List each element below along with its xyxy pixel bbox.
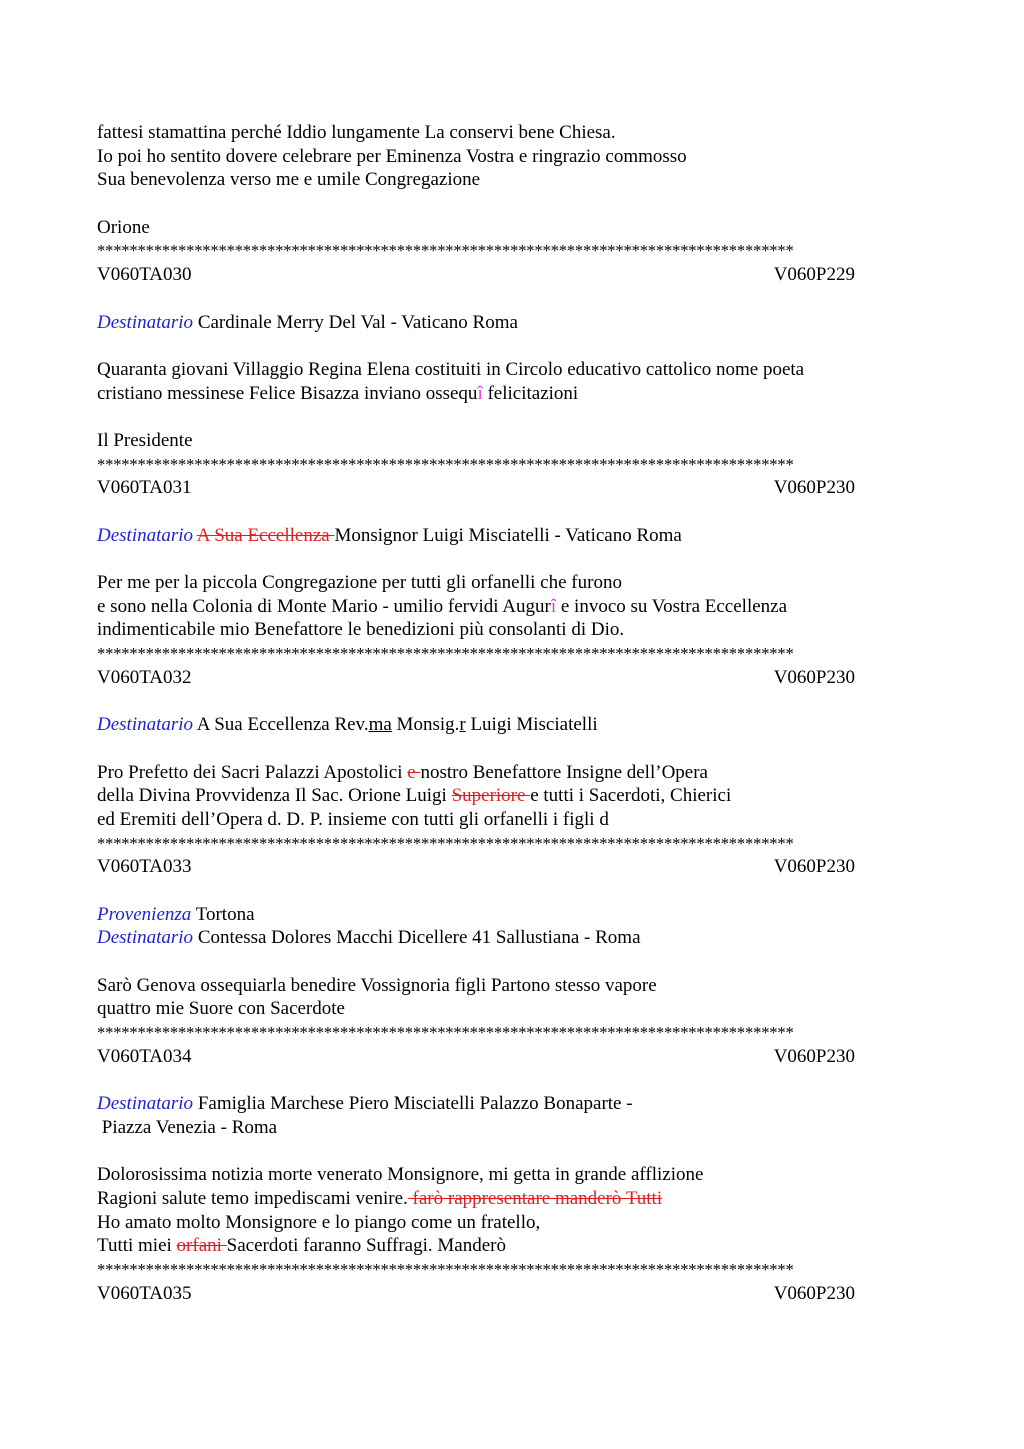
body-line: Quaranta giovani Villaggio Regina Elena costituiti in Circolo educativo cattolico nome poeta (97, 358, 805, 380)
field-label: Destinatario (97, 1093, 194, 1115)
separator: ************************************************************************************** (97, 454, 794, 474)
intro-line: Io poi ho sentito dovere celebrare per Eminenza Vostra e ringrazio commosso (97, 145, 687, 167)
entry-header (97, 263, 855, 287)
document-page (97, 121, 927, 1305)
entry-code: V060TA031 (97, 477, 192, 499)
entry-header (97, 476, 855, 500)
page-ref: V060P230 (773, 477, 855, 499)
field-label: Destinatario (97, 524, 194, 546)
entry-header (97, 1045, 855, 1069)
body-line: Tutti miei orfani Sacerdoti faranno Suffragi. Manderò (97, 1235, 506, 1257)
entry-code: V060TA034 (97, 1045, 192, 1067)
body-line: quattro mie Suore con Sacerdote (97, 998, 345, 1020)
body-line: Per me per la piccola Congregazione per tutti gli orfanelli che furono (97, 572, 622, 594)
entry-code: V060TA030 (97, 264, 192, 286)
body-line: e sono nella Colonia di Monte Mario - umilio fervidi Augurî e invoco su Vostra Eccellenza (97, 595, 788, 617)
deleted-text: farò rappresentare manderò Tutti (407, 1187, 663, 1209)
recipient: Contessa Dolores Macchi Dicellere 41 Sallustiana - Roma (197, 927, 641, 949)
field-label: Destinatario (97, 311, 194, 333)
field-label: Destinatario (97, 714, 194, 736)
page-ref: V060P229 (773, 264, 855, 286)
recipient: Monsignor Luigi Misciatelli - Vaticano Roma (334, 524, 682, 546)
entry-code: V060TA032 (97, 666, 192, 688)
page-ref: V060P230 (773, 666, 855, 688)
body-line: cristiano messinese Felice Bisazza inviano ossequî felicitazioni (97, 382, 579, 404)
deleted-text: A Sua Eccellenza (196, 524, 335, 546)
recipient: Cardinale Merry Del Val - Vaticano Roma (197, 311, 518, 333)
origin: Tortona (195, 903, 255, 925)
recipient-line: Destinatario A Sua Eccellenza Rev.ma Monsig.r Luigi Misciatelli (97, 714, 598, 736)
field-label: Provenienza (97, 903, 192, 925)
field-label: Destinatario (97, 927, 194, 949)
recipient-line (97, 1092, 927, 1116)
page-ref: V060P230 (773, 856, 855, 878)
recipient-line (97, 311, 927, 335)
recipient-line (97, 926, 927, 950)
body-line: indimenticabile mio Benefattore le benedizioni più consolanti di Dio. (97, 619, 625, 641)
deleted-text: Superiore (451, 785, 531, 807)
underlined-abbrev: ma (368, 714, 392, 736)
body-line: Ragioni salute temo impediscami venire. farò rappresentare manderò Tutti (97, 1187, 663, 1209)
entry-header (97, 1282, 855, 1306)
recipient-line (97, 524, 927, 548)
body-line: Ho amato molto Monsignore e lo piango come un fratello, (97, 1211, 541, 1233)
page-ref: V060P230 (773, 1045, 855, 1067)
entry-code: V060TA035 (97, 1282, 192, 1304)
accent-mark: î (477, 382, 483, 404)
intro-line: fattesi stamattina perché Iddio lungamente La conservi bene Chiesa. (97, 122, 616, 143)
separator: ************************************************************************************** (97, 241, 794, 261)
body-line: Dolorosissima notizia morte venerato Monsignore, mi getta in grande afflizione (97, 1164, 704, 1186)
origin-line (97, 903, 927, 927)
page-ref: V060P230 (773, 1282, 855, 1304)
body-line: Sarò Genova ossequiarla benedire Vossignoria figli Partono stesso vapore (97, 974, 657, 996)
accent-mark: î (550, 595, 557, 617)
signature: Orione (97, 216, 150, 238)
separator: ************************************************************************************** (97, 833, 794, 853)
deleted-text: e (407, 761, 421, 783)
body-line: ed Eremiti dell’Opera d. D. P. insieme con tutti gli orfanelli i figli d (97, 808, 609, 830)
recipient-line: Piazza Venezia - Roma (97, 1116, 278, 1138)
separator: ************************************************************************************** (97, 1023, 794, 1043)
separator: ************************************************************************************** (97, 644, 794, 664)
entry-header (97, 666, 855, 690)
deleted-text: orfani (176, 1235, 227, 1257)
underlined-abbrev: r (459, 714, 466, 736)
signature: Il Presidente (97, 429, 193, 451)
recipient: Famiglia Marchese Piero Misciatelli Palazzo Bonaparte - (197, 1093, 633, 1115)
intro-line: Sua benevolenza verso me e umile Congregazione (97, 169, 481, 191)
body-line: Pro Prefetto dei Sacri Palazzi Apostolici e nostro Benefattore Insigne dell’Opera (97, 761, 708, 783)
body-line: della Divina Provvidenza Il Sac. Orione Luigi Superiore e tutti i Sacerdoti, Chierici (97, 785, 732, 807)
entry-code: V060TA033 (97, 856, 192, 878)
entry-header (97, 855, 855, 879)
separator: ************************************************************************************** (97, 1260, 794, 1279)
